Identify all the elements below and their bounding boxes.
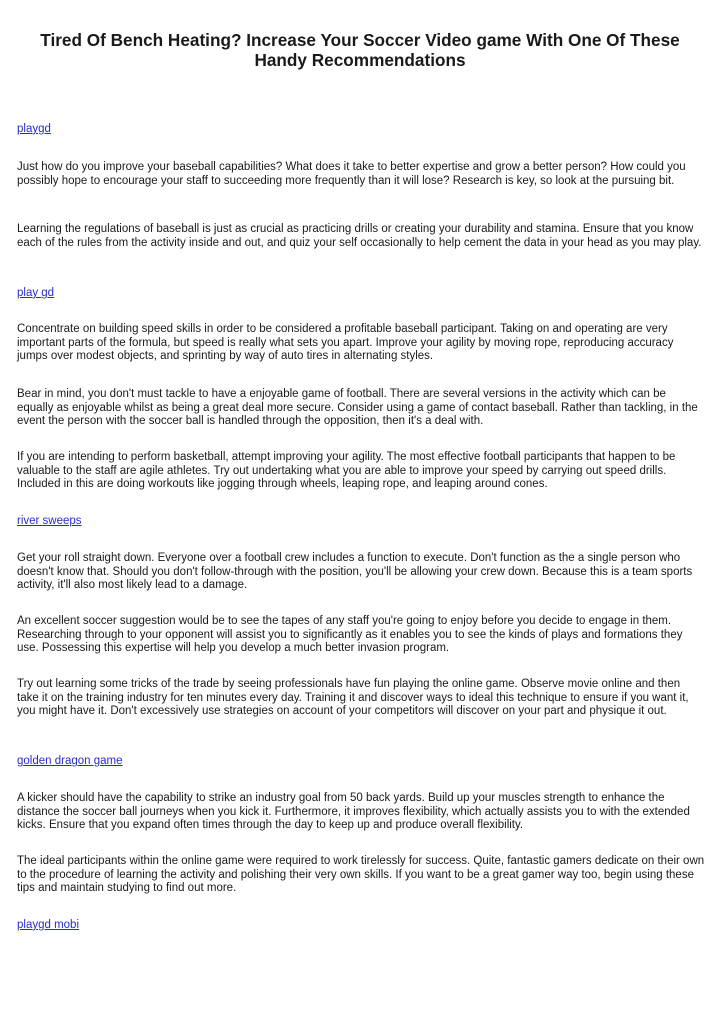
link-golden-dragon-game[interactable]: golden dragon game (17, 755, 123, 767)
paragraph-2: Learning the regulations of baseball is just as crucial as practicing drills or creating your durability and stamina. Ensure that you know each of the rules from the activity inside and out, and quiz your self occasionally to help cement the data in your head as you may play. (17, 223, 702, 249)
paragraph-3: Concentrate on building speed skills in order to be considered a profitable baseball participant. Taking on and operating are very important parts of the formula, but speed is really what sets you apart. Improve your agility by moving rope, reproducing accuracy jumps over modest objects, and sprinting by way of auto tires in alternating styles. (17, 323, 674, 363)
link-river-sweeps[interactable]: river sweeps (17, 515, 82, 527)
paragraph-10: The ideal participants within the online game were required to work tirelessly for success. Quite, fantastic gamers dedicate on their own to the procedure of learning the activity and polishing their very own skills. If you want to be a great gamer way too, begin using these tips and maintain studying to find out more. (17, 855, 705, 895)
paragraph-4: Bear in mind, you don't must tackle to have a enjoyable game of football. There are several versions in the activity which can be equally as enjoyable whilst as being a great deal more secure. Consider using a game of contact baseball. Rather than tackling, in the event the person with the soccer ball is handled through the opposition, then it's a deal with. (17, 388, 698, 428)
paragraph-7: An excellent soccer suggestion would be to see the tapes of any staff you're going to enjoy before you decide to engage in them. Researching through to your opponent will assist you to significantly as it enables you to see the kinds of plays and formations they use. Possessing this expertise will help you develop a much better invasion program. (17, 615, 683, 655)
page-title: Tired Of Bench Heating? Increase Your Soccer Video game With One Of These Handy Recommendations (40, 30, 680, 70)
link-playgd-mobi[interactable]: playgd mobi (17, 919, 80, 931)
paragraph-8: Try out learning some tricks of the trade by seeing professionals have fun playing the online game. Observe movie online and then take it on the training industry for ten minutes every day. Training it and discover ways to ideal this technique to ensure if you want it, you might have it. Don't excessively use strategies on account of your competitors will discover on your part and physique it out. (17, 678, 689, 718)
link-play-gd[interactable]: play gd (17, 287, 55, 299)
paragraph-5: If you are intending to perform basketball, attempt improving your agility. The most effective football participants that happen to be valuable to the staff are agile athletes. Try out undertaking what you are able to improve your speed by carrying out speed drills. Included in this are doing workouts like jogging through wheels, leaping rope, and leaping around cones. (17, 451, 676, 491)
paragraph-1: Just how do you improve your baseball capabilities? What does it take to better expertise and grow a better person? How could you possibly hope to encourage your staff to succeeding more frequently than it will lose? Research is key, so look at the pursuing bit. (17, 161, 686, 187)
paragraph-6: Get your roll straight down. Everyone over a football crew includes a function to execute. Don't function as the a single person who doesn't know that. Should you don't follow-through with the position, you'll be allowing your crew down. Because this is a team sports activity, it'll also most likely lead to a damage. (17, 552, 693, 592)
link-playgd[interactable]: playgd (17, 123, 51, 135)
paragraph-9: A kicker should have the capability to strike an industry goal from 50 back yards. Build up your muscles strength to enhance the distance the soccer ball journeys when you kick it. Furthermore, it improves flexibility, which actually assists you to with the extended kicks. Ensure that you expand often times through the day to keep up and produce overall flexibility. (17, 792, 690, 832)
